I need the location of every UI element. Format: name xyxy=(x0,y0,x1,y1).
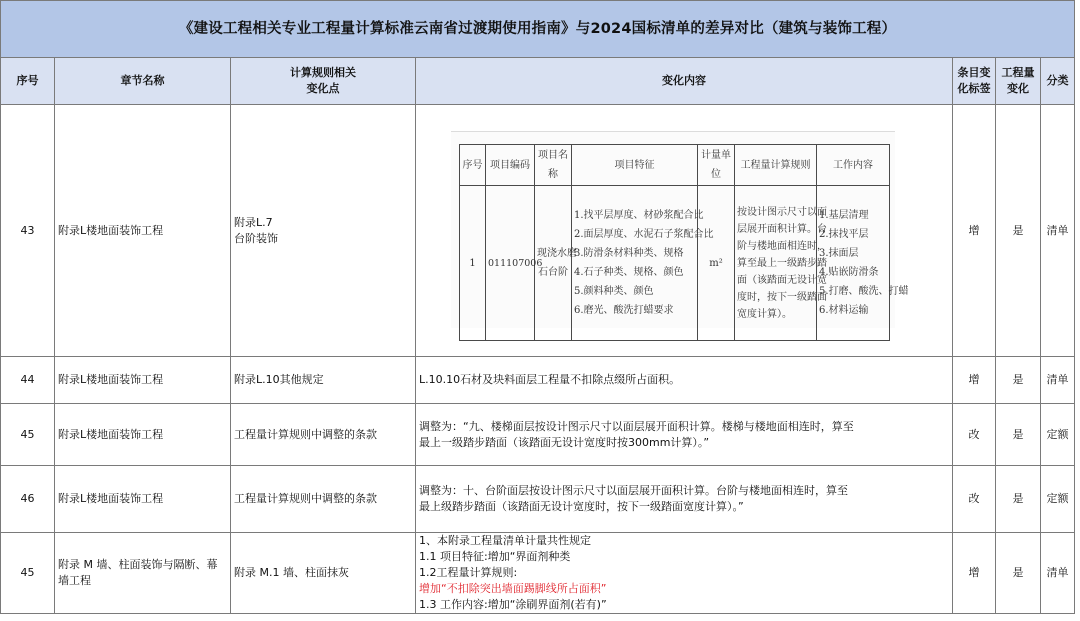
row-chapter: 附录L楼地面装饰工程 xyxy=(55,357,231,404)
row-qty-change: 是 xyxy=(996,533,1041,614)
sheet-title: 《建设工程相关专业工程量计算标准云南省过渡期使用指南》与2024国标清单的差异对比（建筑与装饰工程） xyxy=(1,1,1075,58)
row-rule: 工程量计算规则中调整的条款 xyxy=(231,404,416,466)
row-seq: 46 xyxy=(1,466,55,533)
header-category: 分类 xyxy=(1041,58,1075,105)
row-category: 清单 xyxy=(1041,357,1075,404)
header-content: 变化内容 xyxy=(416,58,953,105)
inner-header: 序号 xyxy=(460,145,486,186)
row-rule: 附录 M.1 墙、柱面抹灰 xyxy=(231,533,416,614)
inner-header: 项目特征 xyxy=(572,145,698,186)
table-row xyxy=(1,105,1075,357)
row-chapter: 附录L楼地面装饰工程 xyxy=(55,105,231,357)
header-tag: 条目变 化标签 xyxy=(953,58,996,105)
inner-seq: 1 xyxy=(460,186,486,341)
row-chapter: 附录 M 墙、柱面装饰与隔断、幕 墙工程 xyxy=(55,533,231,614)
table-row xyxy=(1,533,1075,614)
row-category: 定额 xyxy=(1041,404,1075,466)
table-row xyxy=(1,404,1075,466)
highlighted-change: 增加“不扣除突出墙面踢脚线所占面积” xyxy=(419,582,607,595)
row-content: 调整为：十、台阶面层按设计图示尺寸以面层展开面积计算。台阶与楼地面相连时，算至 最上级踏步踏面（该踏面无设计宽度时，按下一级踏面宽度计算）。” xyxy=(416,466,953,533)
row-qty-change: 是 xyxy=(996,105,1041,357)
table-row xyxy=(1,357,1075,404)
row-seq: 44 xyxy=(1,357,55,404)
inner-features: 1.找平层厚度、材砂浆配合比 2.面层厚度、水泥石子浆配合比 3.防滑条材料种类、规格 4.石子种类、规格、颜色 5.颜料种类、颜色 6.磨光、酸洗打蜡要求 xyxy=(572,186,698,341)
row-content xyxy=(416,105,953,357)
row-content: 1、本附录工程量清单计量共性规定 1.1 项目特征:增加“界面剂种类 1.2工程量计算规则: 增加“不扣除突出墙面踢脚线所占面积” 1.3 工作内容:增加“涂刷界面剂(若有)” xyxy=(416,533,953,614)
row-seq: 45 xyxy=(1,404,55,466)
row-qty-change: 是 xyxy=(996,466,1041,533)
row-rule: 附录L.10其他规定 xyxy=(231,357,416,404)
embedded-spec-table xyxy=(459,144,909,341)
row-seq: 45 xyxy=(1,533,55,614)
row-category: 清单 xyxy=(1041,105,1075,357)
table-row xyxy=(1,466,1075,533)
row-tag: 增 xyxy=(953,533,996,614)
embedded-table-image xyxy=(451,131,909,328)
row-seq: 43 xyxy=(1,105,55,357)
header-seq: 序号 xyxy=(1,58,55,105)
inner-header: 项目编码 xyxy=(486,145,535,186)
row-rule: 附录L.7 台阶装饰 xyxy=(231,105,416,357)
row-chapter: 附录L楼地面装饰工程 xyxy=(55,404,231,466)
inner-code: 011107006 xyxy=(486,186,535,341)
row-qty-change: 是 xyxy=(996,357,1041,404)
row-chapter: 附录L楼地面装饰工程 xyxy=(55,466,231,533)
row-tag: 增 xyxy=(953,105,996,357)
inner-header: 工作内容 xyxy=(817,145,890,186)
header-qty-change: 工程量 变化 xyxy=(996,58,1041,105)
row-rule: 工程量计算规则中调整的条款 xyxy=(231,466,416,533)
header-rule-change: 计算规则相关 变化点 xyxy=(231,58,416,105)
inner-header: 工程量计算规则 xyxy=(735,145,817,186)
row-content: L.10.10石材及块料面层工程量不扣除点缀所占面积。 xyxy=(416,357,953,404)
row-tag: 增 xyxy=(953,357,996,404)
row-tag: 改 xyxy=(953,404,996,466)
inner-header: 计量单位 xyxy=(698,145,735,186)
inner-rule: 按设计图示尺寸以面 层展开面积计算。台 阶与楼地面相连时， 算至最上一级踏步踏 面（该踏面无设计宽 度时，按下一级踏面 宽度计算）。 xyxy=(735,186,817,341)
inner-header: 项目名称 xyxy=(535,145,572,186)
row-category: 定额 xyxy=(1041,466,1075,533)
inner-unit: m² xyxy=(698,186,735,341)
inner-name: 现浇水磨 石台阶 xyxy=(535,186,572,341)
header-row xyxy=(1,58,1075,105)
row-content: 调整为：“九、楼梯面层按设计图示尺寸以面层展开面积计算。楼梯与楼地面相连时，算至 最上一级踏步踏面（该踏面无设计宽度时按300mm计算）。” xyxy=(416,404,953,466)
row-qty-change: 是 xyxy=(996,404,1041,466)
inner-work: 1.基层清理 2.抹找平层 3.抹面层 4.贴嵌防滑条 5.打磨、酸洗、打蜡 6.材料运输 xyxy=(817,186,890,341)
header-chapter: 章节名称 xyxy=(55,58,231,105)
row-tag: 改 xyxy=(953,466,996,533)
row-category: 清单 xyxy=(1041,533,1075,614)
